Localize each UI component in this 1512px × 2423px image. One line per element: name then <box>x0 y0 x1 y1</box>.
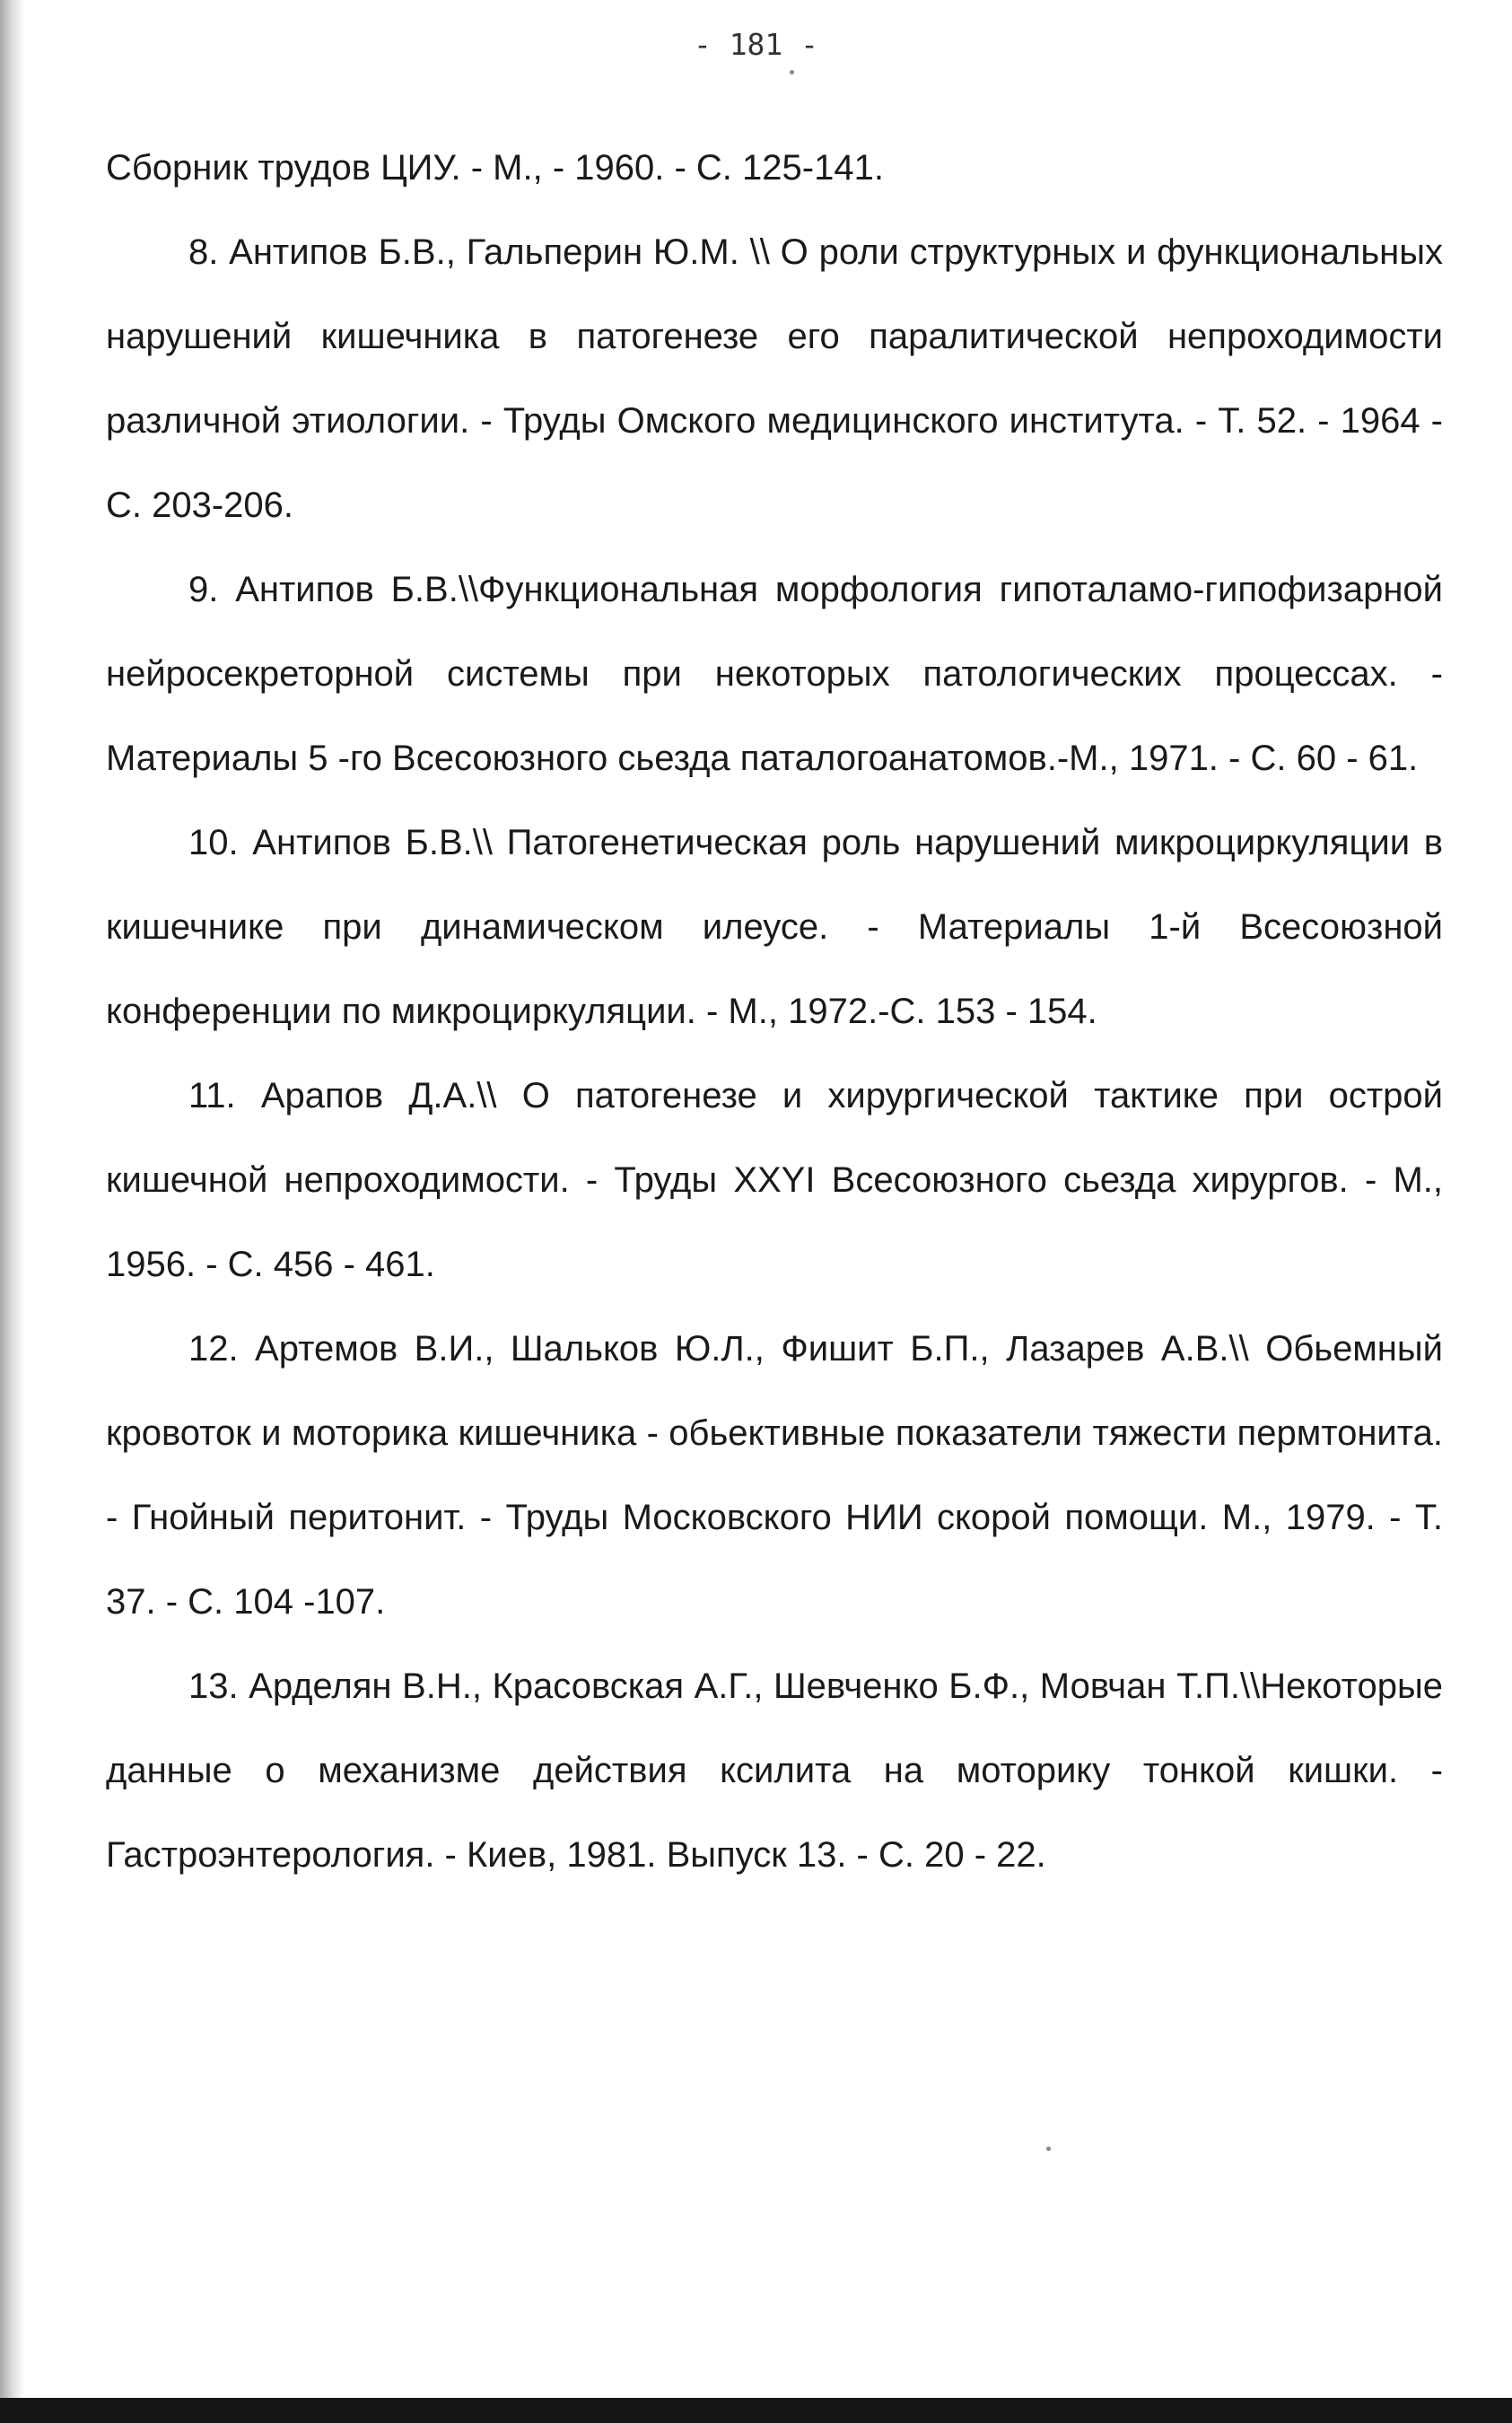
reference-item-13: 13. Арделян В.Н., Красовская А.Г., Шевченко Б.Ф., Мовчан Т.П.\\Некоторые данные о механизме действия ксилита на моторику тонкой кишки. - Гастроэнтерология. - Киев, 1981. Выпуск 13. - С. 20 - 22. <box>106 1666 1443 1875</box>
reference-item-11: 11. Арапов Д.А.\\ О патогенезе и хирургической тактике при острой кишечной непроходимости. - Труды XXYI Всесоюзного сьезда хирургов. - М., 1956. - С. 456 - 461. <box>106 1076 1443 1284</box>
reference-item-12: 12. Артемов В.И., Шальков Ю.Л., Фишит Б.П., Лазарев А.В.\\ Обьемный кровоток и моторика кишечника - обьективные показатели тяжести пермтонита. - Гнойный перитонит. - Труды Московского НИИ скорой помощи. М., 1979. - Т. 37. - С. 104 -107. <box>106 1329 1443 1622</box>
scan-speck <box>790 70 794 74</box>
page-number: - 181 - <box>693 27 819 62</box>
scan-speck <box>1046 2147 1051 2151</box>
scan-bottom-edge <box>0 2398 1512 2423</box>
reference-list <box>106 126 1443 1897</box>
reference-item-10: 10. Антипов Б.В.\\ Патогенетическая роль нарушений микроциркуляции в кишечнике при динамическом илеусе. - Материалы 1-й Всесоюзной конференции по микроциркуляции. - М., 1972.-С. 153 - 154. <box>106 823 1443 1031</box>
reference-item-8: 8. Антипов Б.В., Гальперин Ю.М. \\ О роли структурных и функциональных нарушений кишечника в патогенезе его паралитической непроходимости различной этиологии. - Труды Омского медицинского института. - Т. 52. - 1964 - С. 203-206. <box>106 232 1443 525</box>
reference-item-9: 9. Антипов Б.В.\\Функциональная морфология гипоталамо-гипофизарной нейросекреторной системы при некоторых патологических процессах. - Материалы 5 -го Всесоюзного сьезда паталогоанатомов.-М., 1971. - С. 60 - 61. <box>106 570 1443 778</box>
scan-edge-shadow <box>0 0 25 2423</box>
reference-item-continuation: Сборник трудов ЦИУ. - М., - 1960. - С. 125-141. <box>106 148 884 188</box>
